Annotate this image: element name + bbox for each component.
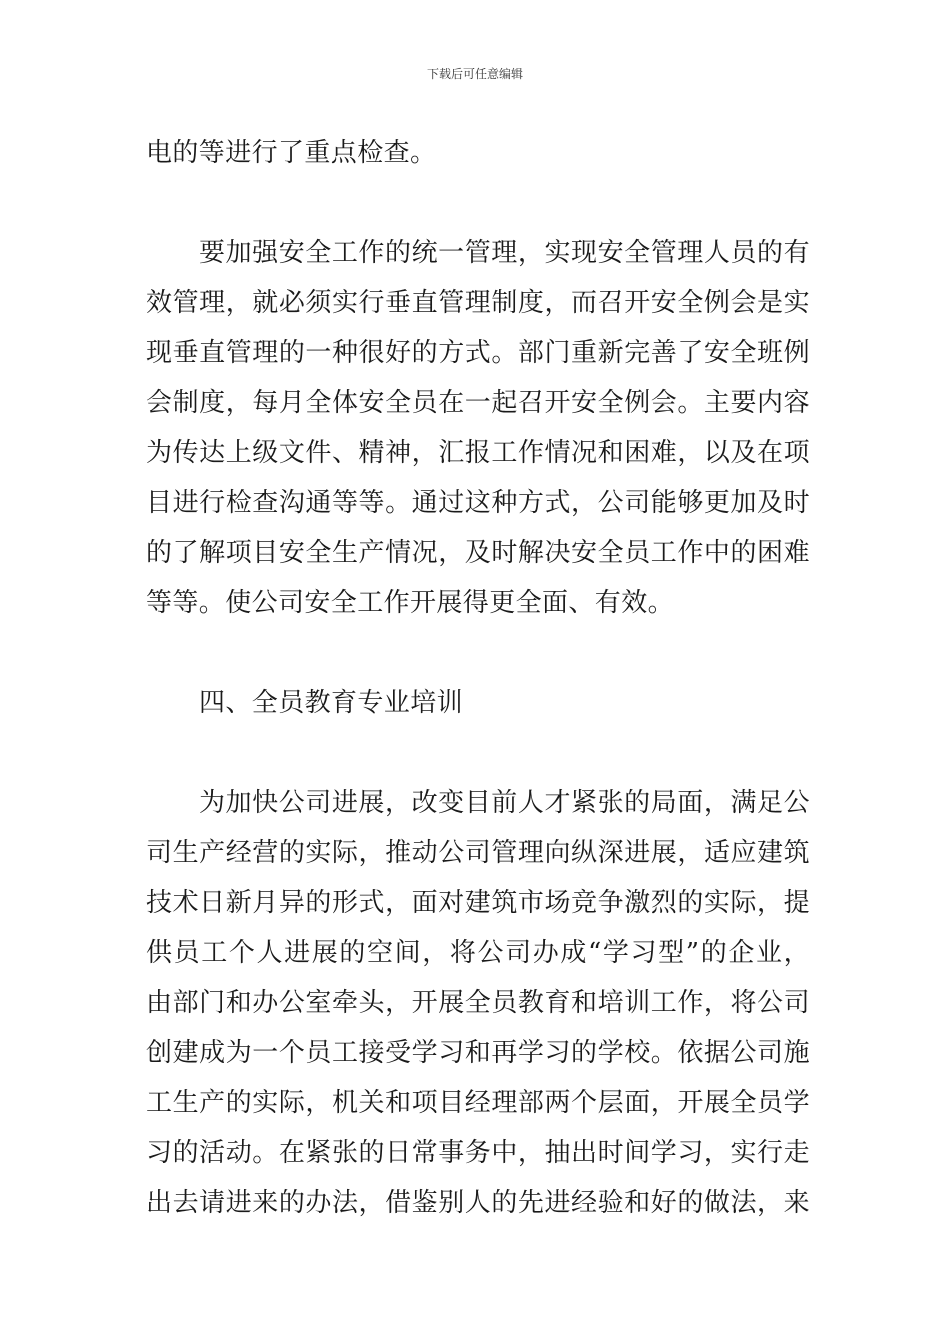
document-body: [146, 128, 810, 1228]
paragraph-line: 效管理，就必须实行垂直管理制度，而召开安全例会是实: [146, 288, 810, 318]
paragraph-line: 由部门和办公室牵头，开展全员教育和培训工作，将公司: [146, 988, 810, 1018]
paragraph-line: 要加强安全工作的统一管理，实现安全管理人员的有: [199, 238, 810, 268]
paragraph-line: 会制度，每月全体安全员在一起召开安全例会。主要内容: [146, 388, 810, 418]
paragraph-line: 电的等进行了重点检查。: [146, 138, 437, 168]
paragraph-line: 为加快公司进展，改变目前人才紧张的局面，满足公: [199, 788, 810, 818]
paragraph-line: 出去请进来的办法，借鉴别人的先进经验和好的做法，来: [146, 1188, 810, 1218]
paragraph-line: 供员工个人进展的空间，将公司办成“学习型”的企业，: [146, 938, 810, 968]
paragraph-line: 工生产的实际，机关和项目经理部两个层面，开展全员学: [146, 1088, 810, 1118]
paragraph-line: 等等。使公司安全工作开展得更全面、有效。: [146, 588, 675, 618]
paragraph-gap: [146, 728, 810, 778]
paragraph-training: [146, 778, 810, 1228]
paragraph-gap: [146, 178, 810, 228]
paragraph-gap: [146, 628, 810, 678]
paragraph-line: 技术日新月异的形式，面对建筑市场竞争激烈的实际，提: [146, 888, 810, 918]
paragraph-line: 现垂直管理的一种很好的方式。部门重新完善了安全班例: [146, 338, 810, 368]
section-heading: 四、全员教育专业培训: [199, 688, 464, 718]
paragraph-line: 习的活动。在紧张的日常事务中，抽出时间学习，实行走: [146, 1138, 810, 1168]
page-header: 下载后可任意编辑: [426, 67, 523, 81]
paragraph-line: 创建成为一个员工接受学习和再学习的学校。依据公司施: [146, 1038, 810, 1068]
paragraph-line: 的了解项目安全生产情况，及时解决安全员工作中的困难: [146, 538, 810, 568]
paragraph-line: 为传达上级文件、精神，汇报工作情况和困难，以及在项: [146, 438, 810, 468]
paragraph-line: 司生产经营的实际，推动公司管理向纵深进展，适应建筑: [146, 838, 810, 868]
paragraph-line: 目进行检查沟通等等。通过这种方式，公司能够更加及时: [146, 488, 810, 518]
paragraph-safety-management: [146, 228, 810, 628]
